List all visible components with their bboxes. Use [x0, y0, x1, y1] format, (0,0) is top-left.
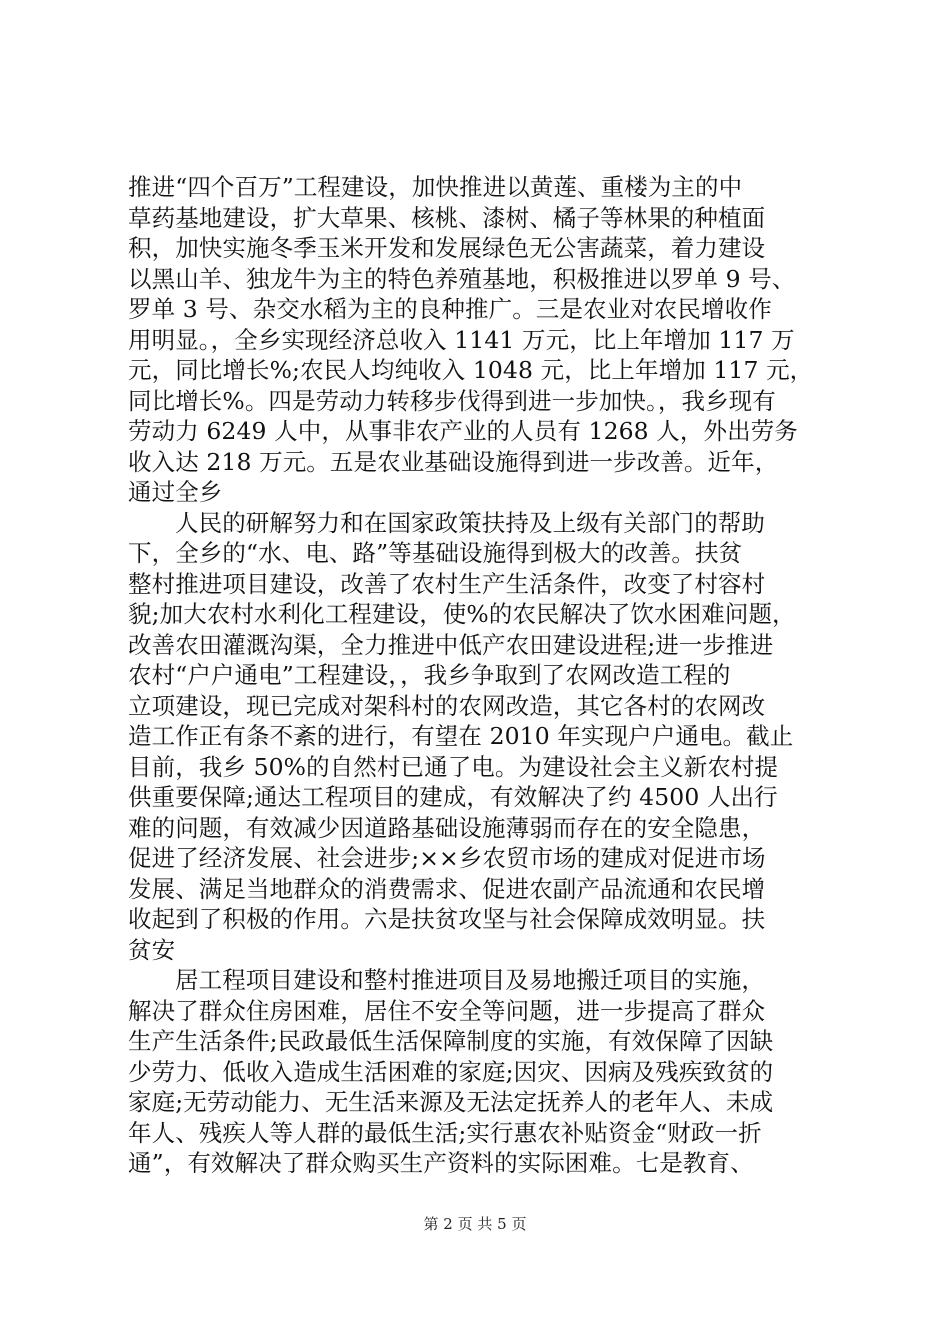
text-line: 推进“四个百万”工程建设，加快推进以黄莲、重楼为主的中 — [128, 173, 743, 201]
text-line: 元，同比增长%;农民人均纯收入 1048 元，比上年增加 117 元， — [128, 356, 814, 384]
text-line: 难的问题，有效减少因道路基础设施薄弱而存在的安全隐患， — [128, 813, 766, 842]
text-line: 人民的研解努力和在国家政策扶持及上级有关部门的帮助 — [175, 508, 765, 537]
page-footer: 第 2 页 共 5 页 — [423, 1215, 527, 1233]
text-line: 供重要保障;通达工程项目的建成，有效解决了约 4500 人出行 — [128, 783, 778, 811]
text-line: 通”，有效解决了群众购买生产资料的实际困难。七是教育、 — [128, 1149, 754, 1177]
text-line: 以黑山羊、独龙牛为主的特色养殖基地，积极推进以罗单 9 号、 — [128, 264, 796, 293]
text-line: 生产生活条件;民政最低生活保障制度的实施，有效保障了因缺 — [128, 1027, 774, 1055]
text-line: 貌;加大农村水利化工程建设，使%的农民解决了饮水困难问题， — [128, 600, 796, 628]
text-line: 罗单 3 号、杂交水稻为主的良种推广。三是农业对农民增收作 — [128, 295, 772, 323]
text-line: 造工作正有条不紊的进行，有望在 2010 年实现户户通电。截止 — [128, 722, 794, 750]
text-line: 促进了经济发展、社会进步;××乡农贸市场的建成对促进市场 — [128, 844, 766, 872]
text-line: 年人、残疾人等人群的最低生活;实行惠农补贴资金“财政一折 — [128, 1118, 762, 1147]
text-line: 整村推进项目建设，改善了农村生产生活条件，改变了村容村 — [128, 569, 766, 598]
text-line: 通过全乡 — [128, 478, 223, 506]
text-line: 下，全乡的“水、电、路”等基础设施得到极大的改善。扶贫 — [128, 539, 743, 567]
text-line: 积，加快实施冬季玉米开发和发展绿色无公害蔬菜，着力建设 — [128, 234, 766, 262]
text-line: 草药基地建设，扩大草果、核桃、漆树、橘子等林果的种植面 — [128, 203, 766, 232]
text-line: 收入达 218 万元。五是农业基础设施得到进一步改善。近年， — [128, 447, 779, 476]
text-line: 居工程项目建设和整村推进项目及易地搬迁项目的实施， — [175, 966, 765, 994]
text-line: 贫安 — [128, 935, 176, 964]
text-line: 少劳力、低收入造成生活困难的家庭;因灾、因病及残疾致贫的 — [128, 1057, 774, 1086]
text-line: 农村“户户通电”工程建设，，我乡争取到了农网改造工程的 — [128, 661, 731, 689]
text-line: 改善农田灌溉沟渠，全力推进中低产农田建设进程;进一步推进 — [128, 630, 774, 659]
text-line: 用明显。，全乡实现经济总收入 1141 万元，比上年增加 117 万 — [128, 325, 795, 354]
text-line: 收起到了积极的作用。六是扶贫攻坚与社会保障成效明显。扶 — [128, 905, 766, 933]
text-line: 目前，我乡 50%的自然村已通了电。为建设社会主义新农村提 — [128, 752, 779, 781]
text-line: 发展、满足当地群众的消费需求、促进农副产品流通和农民增 — [128, 874, 766, 903]
text-line: 解决了群众住房困难，居住不安全等问题，进一步提高了群众 — [128, 996, 766, 1025]
text-line: 立项建设，现已完成对架科村的农网改造，其它各村的农网改 — [128, 691, 766, 720]
text-line: 劳动力 6249 人中，从事非农产业的人员有 1268 人，外出劳务 — [128, 417, 798, 445]
document-body — [128, 172, 828, 1179]
text-line: 同比增长%。四是劳动力转移步伐得到进一步加快。，我乡现有 — [128, 386, 776, 415]
text-line: 家庭;无劳动能力、无生活来源及无法定抚养人的老年人、未成 — [128, 1088, 774, 1116]
